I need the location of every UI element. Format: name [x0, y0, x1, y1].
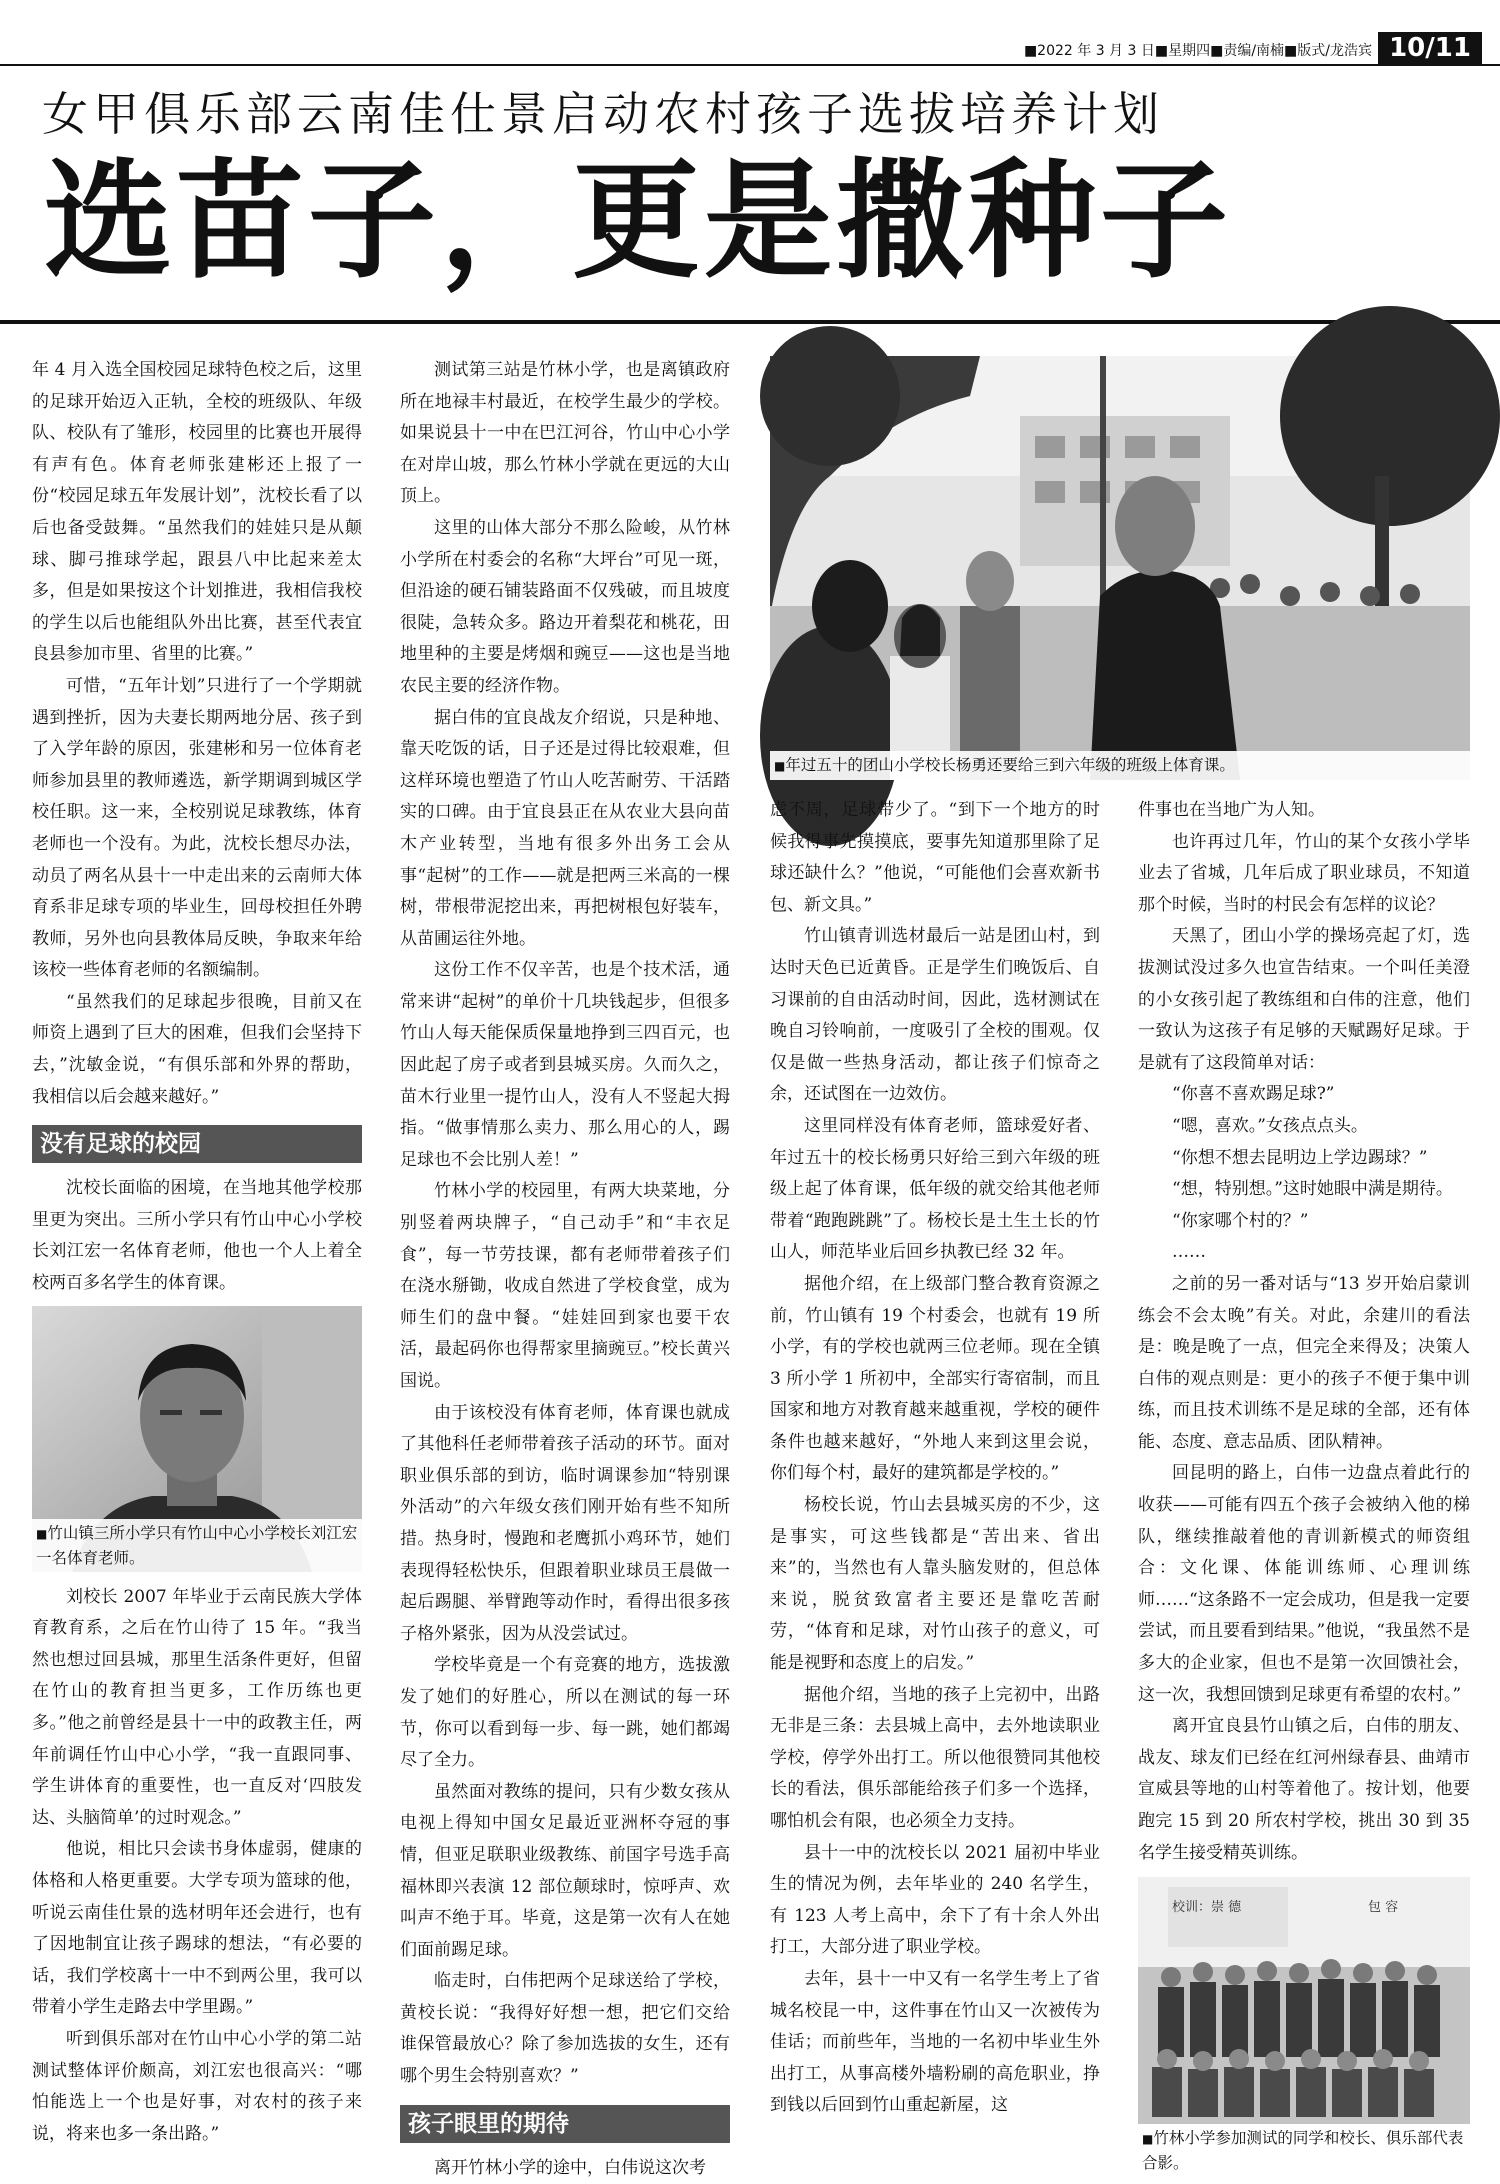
paragraph: 由于该校没有体育老师，体育课也就成了其他科任老师带着孩子活动的环节。面对职业俱乐部的到访，临时调课参加“特别课外活动”的六年级女孩们刚开始有些不知所措。热身时，慢跑和老鹰抓小鸡环节，她们表现得轻松快乐，但跟着职业球员王晨做一起后踢腿、举臂跑等动作时，看得出很多孩子格外紧张，因为从没尝试过。	[400, 1402, 730, 1644]
paragraph: 去年，县十一中又有一名学生考上了省城名校昆一中，这件事在竹山又一次被传为佳话；而前些年，当地的一名初中毕业生外出打工，从事高楼外墙粉刷的高危职业，挣到钱以后回到竹山重起新屋，这	[770, 1968, 1100, 2116]
main-photo-caption: ■年过五十的团山小学校长杨勇还要给三到六年级的班级上体育课。	[770, 751, 1470, 780]
paragraph: 临走时，白伟把两个足球送给了学校，黄校长说：“我得好好想一想，把它们交给谁保管最放心？除了参加选拔的女生，还有哪个男生会特别喜欢？”	[400, 1971, 730, 2087]
subheading-no-football: 没有足球的校园	[32, 1125, 362, 1163]
paragraph: 虽然面对教练的提问，只有少数女孩从电视上得知中国女足最近亚洲杯夺冠的事情，但亚足联职业级教练、前国字号选手高福林即兴表演 12 部位颠球时，惊呼声、欢叫声不绝于耳。毕竟，这是第一次有人在她们面前踢足球。	[400, 1781, 730, 1960]
group-photo-caption: ■竹林小学参加测试的同学和校长、俱乐部代表合影。	[1138, 2124, 1470, 2177]
paragraph: 刘校长 2007 年毕业于云南民族大学体育教育系，之后在竹山待了 15 年。“我当然也想过回县城，那里生活条件更好，但留在竹山的教育担当更多，工作历练也更多。”他之前曾经是县十一中的政教主任，两年前调任竹山中心小学，“我一直跟同事、学生讲体育的重要性，也一直反对‘四肢发达、头脑简单’的过时观念。”	[32, 1586, 362, 1828]
paragraph: 竹林小学的校园里，有两大块菜地，分别竖着两块牌子，“自己动手”和“丰衣足食”，每一节劳技课，都有老师带着孩子们在浇水掰锄，收成自然进了学校食堂，成为师生们的盘中餐。“娃娃回到家也要干农活，最起码你也得帮家里摘豌豆。”校长黄兴国说。	[400, 1181, 730, 1391]
paragraph: 回昆明的路上，白伟一边盘点着此行的收获——可能有四五个孩子会被纳入他的梯队，继续推敲着他的青训新模式的师资组合：文化课、体能训练师、心理训练师……“这条路不一定会成功，但是我一定要尝试，而且要看到结果。”他说，“我虽然不是多大的企业家，但也不是第一次回馈社会，这一次，我想回馈到足球更有希望的农村。”	[1138, 1463, 1470, 1705]
dialogue-line: “嗯，喜欢。”女孩点点头。	[1172, 1115, 1368, 1136]
portrait-caption: ■竹山镇三所小学只有竹山中心小学校长刘江宏一名体育老师。	[32, 1519, 362, 1572]
dialogue-line: “你喜不喜欢踢足球?”	[1172, 1084, 1335, 1105]
dialogue-line: “你家哪个村的？”	[1172, 1210, 1309, 1231]
issue-meta: ■2022 年 3 月 3 日■星期四■责编/南楠■版式/龙浩宾	[1023, 43, 1372, 59]
paragraph: 离开竹林小学的途中，白伟说这次考	[434, 2157, 706, 2178]
portrait-photo	[32, 1306, 362, 1572]
paragraph: 天黑了，团山小学的操场亮起了灯，选拔测试没过多久也宣告结束。一个叫任美澄的小女孩引起了教练组和白伟的注意，他们一致认为这孩子有足够的天赋踢好足球。于是就有了这段简单对话：	[1138, 926, 1470, 1073]
paragraph: 县十一中的沈校长以 2021 届初中毕业生的情况为例，去年毕业的 240 名学生，有 123 人考上高中，余下了有十余人外出打工，大部分进了职业学校。	[770, 1842, 1100, 1958]
dialogue-line: “想，特别想。”这时她眼中满是期待。	[1172, 1179, 1453, 1200]
paragraph: 听到俱乐部对在竹山中心小学的第二站测试整体评价颇高，刘江宏也很高兴：“哪怕能选上一个也是好事，对农村的孩子来说，将来也多一条出路。”	[32, 2028, 362, 2144]
paragraph: 他说，相比只会读书身体虚弱，健康的体格和人格更重要。大学专项为篮球的他，听说云南佳仕景的选材明年还会进行，也有了因地制宜让孩子踢球的想法，“有必要的话，我们学校离十一中不到两公里，我可以带着小学生走路去中学里踢。”	[32, 1839, 362, 2018]
paragraph: 这里同样没有体育老师，篮球爱好者、年过五十的校长杨勇只好给三到六年级的班级上起了体育课，低年级的就交给其他老师带着“跑跑跳跳”了。杨校长是土生土长的竹山人，师范毕业后回乡执教已经 32 年。	[770, 1115, 1100, 1263]
dialogue-line: “你想不想去昆明边上学边踢球？”	[1172, 1147, 1428, 1168]
dialogue-line: ……	[1172, 1242, 1206, 1263]
paragraph: 年 4 月入选全国校园足球特色校之后，这里的足球开始迈入正轨，全校的班级队、年级队、校队有了雏形，校园里的比赛也开展得有声有色。体育老师张建彬还上报了一份“校园足球五年发展计划”，沈校长看了以后也备受鼓舞。“虽然我们的娃娃只是从颠球、脚弓推球学起，跟县八中比起来差太多，但是如果按这个计划推进，我相信我校的学生以后也能组队外出比赛，甚至代表宜良县参加市里、省里的比赛。”	[32, 360, 362, 665]
headline-rule	[0, 320, 1500, 324]
paragraph: 这份工作不仅辛苦，也是个技术活，通常来讲“起树”的单价十几块钱起步，但很多竹山人每天能保质保量地挣到三四百元，也因此起了房子或者到县城买房。久而久之，苗木行业里一提竹山人，没有人不竖起大拇指。“做事情那么卖力、那么用心的人，踢足球也不会比别人差！”	[400, 960, 730, 1170]
paragraph: 可惜，“五年计划”只进行了一个学期就遇到挫折，因为夫妻长期两地分居、孩子到了入学年龄的原因，张建彬和另一位体育老师参加县里的教师遴选，新学期调到城区学校任职。这一来，全校别说足球教练，体育老师也一个没有。为此，沈校长想尽办法，动员了两名从县十一中走出来的云南师大体育系非足球专项的毕业生，回母校担任外聘教师，另外也向县教体局反映，争取来年给该校一些体育老师的名额编制。	[32, 675, 362, 981]
paragraph: 也许再过几年，竹山的某个女孩小学毕业去了省城，几年后成了职业球员，不知道那个时候，当时的村民会有怎样的议论？	[1138, 831, 1470, 915]
school-motto-sign: 校训：崇 德	[1172, 1900, 1242, 1916]
page-header	[0, 28, 1500, 68]
paragraph: 虑不周，足球带少了。“到下一个地方的时候我得事先摸摸底，要事先知道那里除了足球还缺什么？”他说，“可能他们会喜欢新书包、新文具。”	[770, 800, 1100, 915]
paragraph: 学校毕竟是一个有竞赛的地方，选拔激发了她们的好胜心，所以在测试的每一环节，你可以看到每一步、每一跳，她们都竭尽了全力。	[400, 1655, 730, 1771]
paragraph: 竹山镇青训选材最后一站是团山村，到达时天色已近黄昏。正是学生们晚饭后、自习课前的自由活动时间，因此，选材测试在晚自习铃响前，一度吸引了全校的围观。仅仅是做一些热身活动，都让孩子们惊奇之余，还试图在一边效仿。	[770, 926, 1100, 1105]
school-motto-sign-right: 包 容	[1368, 1900, 1399, 1916]
paragraph: 沈校长面临的困境，在当地其他学校那里更为突出。三所小学只有竹山中心小学校长刘江宏一名体育老师，他也一个人上着全校两百多名学生的体育课。	[32, 1178, 362, 1294]
group-photo	[1138, 1877, 1470, 2177]
paragraph: 据他介绍，在上级部门整合教育资源之前，竹山镇有 19 个村委会，也就有 19 所小学，有的学校也就两三位老师。现在全镇 3 所小学 1 所初中，全部实行寄宿制，而且国家和地方对教育越来越重视，学校的硬件条件也越来越好，“外地人来到这里会说，你们每个村，最好的建筑都是学校的。”	[770, 1273, 1100, 1484]
paragraph: 离开宜良县竹山镇之后，白伟的朋友、战友、球友们已经在红河州绿春县、曲靖市宣威县等地的山村等着他了。按计划，他要跑完 15 到 20 所农村学校，挑出 30 到 35 名学生接受精英训练。	[1138, 1716, 1470, 1863]
paragraph: 测试第三站是竹林小学，也是离镇政府所在地禄丰村最近，在校学生最少的学校。如果说县十一中在巴江河谷，竹山中心小学在对岸山坡，那么竹林小学就在更远的大山顶上。	[400, 360, 730, 507]
paragraph: 这里的山体大部分不那么险峻，从竹林小学所在村委会的名称“大坪台”可见一斑，但沿途的硬石铺装路面不仅残破，而且坡度很陡，急转众多。路边开着梨花和桃花，田地里种的主要是烤烟和豌豆——这也是当地农民主要的经济作物。	[400, 517, 730, 696]
page-number: 10/11	[1378, 32, 1482, 64]
paragraph: “虽然我们的足球起步很晚，目前又在师资上遇到了巨大的困难，但我们会坚持下去，”沈敏金说，“有俱乐部和外界的帮助，我相信以后会越来越好。”	[32, 991, 362, 1107]
article-column-4	[1138, 795, 1470, 2173]
main-headline: 选苗子，更是撒种子	[44, 146, 1233, 296]
paragraph: 件事也在当地广为人知。	[1138, 800, 1325, 820]
paragraph: 据他介绍，当地的孩子上完初中，出路无非是三条：去县城上高中，去外地读职业学校，停学外出打工。所以他很赞同其他校长的看法，俱乐部能给孩子们多一个选择，哪怕机会有限，也必须全力支持。	[770, 1684, 1100, 1831]
article-column-1	[32, 355, 362, 2144]
subheading-expectation: 孩子眼里的期待	[400, 2105, 730, 2143]
paragraph: 据白伟的宜良战友介绍说，只是种地、靠天吃饭的话，日子还是过得比较艰难，但这样环境也塑造了竹山人吃苦耐劳、干活踏实的口碑。由于宜良县正在从农业大县向苗木产业转型，当地有很多外出务工会从事“起树”的工作——就是把两三米高的一棵树，带根带泥挖出来，再把树根包好装车，从苗圃运往外地。	[400, 707, 730, 949]
paragraph: 杨校长说，竹山去县城买房的不少，这是事实，可这些钱都是“苦出来、省出来”的，当然也有人靠头脑发财的，但总体来说，脱贫致富者主要还是靠吃苦耐劳，“体育和足球，对竹山孩子的意义，可能是视野和态度上的启发。”	[770, 1495, 1100, 1674]
main-photo-image	[770, 356, 1470, 780]
kicker-headline: 女甲俱乐部云南佳仕景启动农村孩子选拔培养计划	[42, 87, 1164, 141]
header-rule	[0, 64, 1500, 66]
main-photo	[770, 356, 1470, 780]
paragraph: 之前的另一番对话与“13 岁开始启蒙训练会不会太晚”有关。对此，余建川的看法是：晚是晚了一点，但完全来得及；决策人白伟的观点则是：更小的孩子不便于集中训练，而且技术训练不是足球的全部，还有体能、态度、意志品质、团队精神。	[1138, 1273, 1470, 1452]
article-column-3	[770, 795, 1100, 2116]
article-column-2	[400, 355, 730, 2178]
